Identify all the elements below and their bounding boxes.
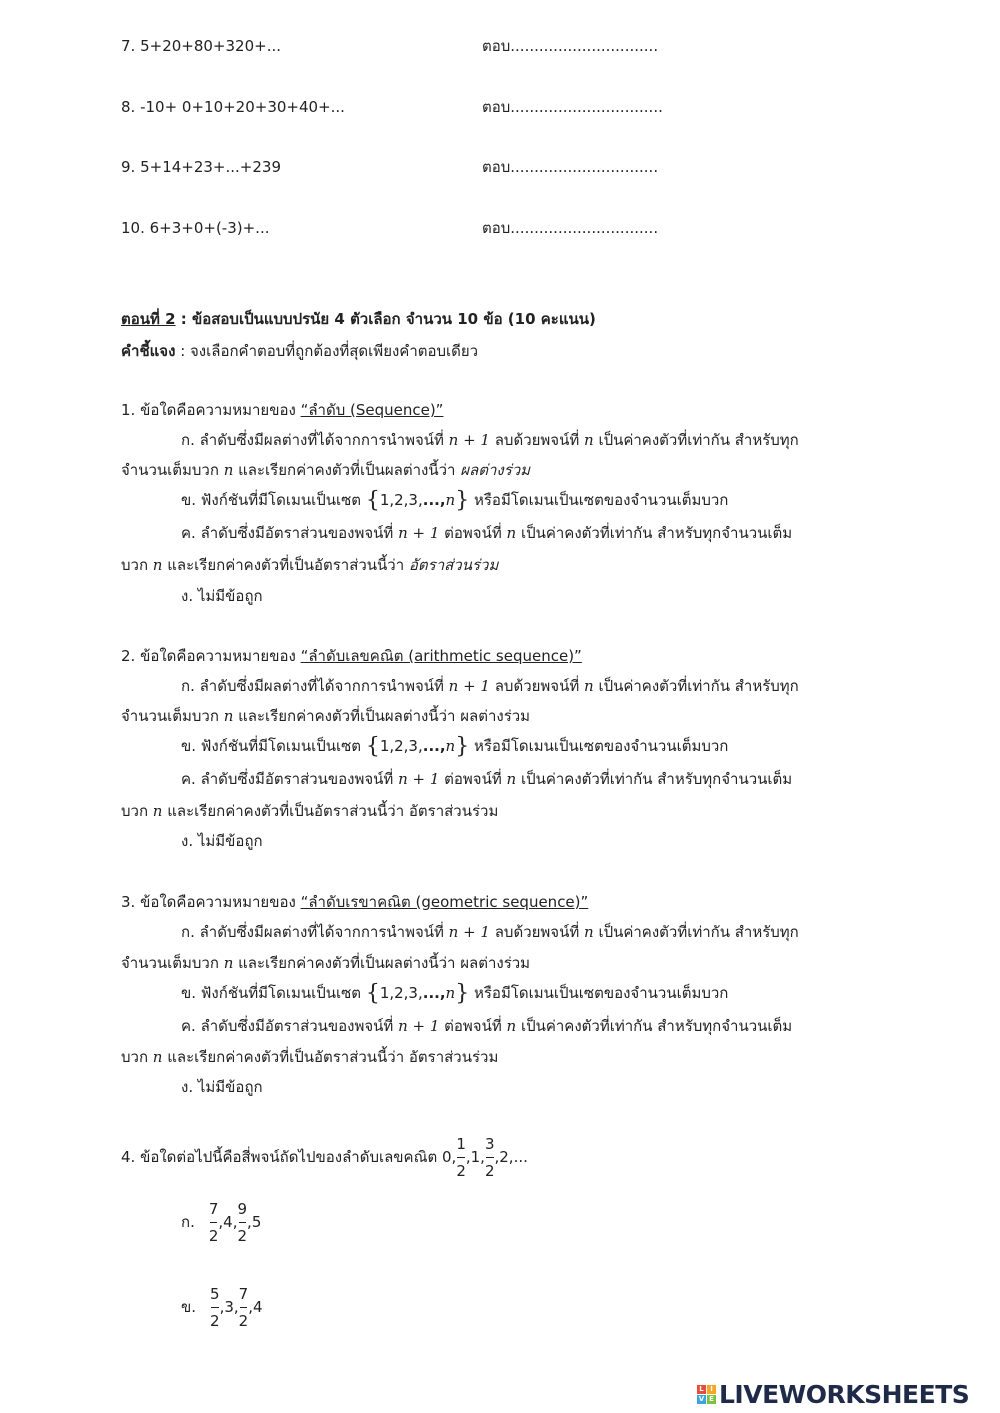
denominator: 2: [210, 1312, 220, 1330]
dots: ...,: [422, 491, 446, 509]
logo-cell: E: [707, 1395, 716, 1404]
text: ข. ฟังก์ชันที่มีโดเมนเป็นเซต: [181, 984, 366, 1002]
text: ค. ลำดับซึ่งมีอัตราส่วนของพจน์ที่: [181, 524, 399, 542]
text: เป็นค่าคงตัวที่เท่ากัน สำหรับทุกจำนวนเต็ม: [516, 1017, 793, 1035]
part2-heading-label: ตอนที่ 2: [121, 310, 176, 328]
text: ต่อพจน์ที่: [439, 524, 507, 542]
term: อัตราส่วนร่วม: [408, 802, 499, 820]
numerator: 3: [484, 1135, 495, 1153]
text: เป็นค่าคงตัวที่เท่ากัน สำหรับทุก: [593, 923, 799, 941]
denominator: 2: [456, 1162, 466, 1180]
text: ลบด้วยพจน์ที่: [489, 923, 584, 941]
q1-term: “ลำดับ (Sequence)”: [300, 401, 444, 419]
math: n + 1: [398, 770, 440, 788]
text: ก. ลำดับซึ่งมีผลต่างที่ได้จากการนำพจน์ที่: [181, 431, 449, 449]
q3-option-d[interactable]: ง. ไม่มีข้อถูก: [181, 1078, 263, 1096]
set: 1,2,3,: [379, 491, 423, 509]
q4-text: 4. ข้อใดต่อไปนี้คือสี่พจน์ถัดไปของลำดับเลขคณิต: [121, 1148, 442, 1166]
item-9-answer-blank[interactable]: ตอบ...............................: [482, 158, 659, 176]
text: ก. ลำดับซึ่งมีผลต่างที่ได้จากการนำพจน์ที่: [181, 923, 449, 941]
term: อัตราส่วนร่วม: [408, 556, 499, 574]
text: บวก: [121, 556, 153, 574]
q2-term: “ลำดับเลขคณิต (arithmetic sequence)”: [300, 647, 582, 665]
q3-prefix: 3. ข้อใดคือความหมายของ: [121, 893, 301, 911]
math: n + 1: [448, 431, 490, 449]
term: ผลต่างร่วม: [460, 707, 531, 725]
brace: {: [365, 734, 380, 759]
brace: }: [455, 488, 470, 513]
text: และเรียกค่าคงตัวที่เป็นอัตราส่วนนี้ว่า: [162, 802, 409, 820]
text: ข. ฟังก์ชันที่มีโดเมนเป็นเซต: [181, 491, 366, 509]
math: n: [152, 802, 163, 820]
q4-seq: ,2,...: [494, 1148, 528, 1166]
q4-seq: ,1,: [465, 1148, 485, 1166]
liveworksheets-logo: [697, 1380, 969, 1409]
text: ลบด้วยพจน์ที่: [489, 431, 584, 449]
numerator: 9: [237, 1200, 248, 1218]
text: หรือมีโดเมนเป็นเซตของจำนวนเต็มบวก: [469, 737, 729, 755]
text: และเรียกค่าคงตัวที่เป็นผลต่างนี้ว่า: [233, 707, 461, 725]
option-label: ข.: [181, 1298, 197, 1316]
q2-option-b[interactable]: [181, 736, 728, 757]
text: จำนวนเต็มบวก: [121, 954, 224, 972]
logo-cell: L: [697, 1385, 706, 1394]
math: n: [506, 1017, 517, 1035]
term: ,5: [247, 1213, 262, 1231]
instructions: [121, 341, 478, 361]
text: และเรียกค่าคงตัวที่เป็นอัตราส่วนนี้ว่า: [162, 556, 409, 574]
brace: }: [455, 734, 470, 759]
math: n: [445, 737, 456, 755]
text: เป็นค่าคงตัวที่เท่ากัน สำหรับทุก: [593, 677, 799, 695]
math: n: [584, 677, 594, 695]
fraction: [209, 1198, 219, 1247]
q2-prefix: 2. ข้อใดคือความหมายของ: [121, 647, 301, 665]
text: ค. ลำดับซึ่งมีอัตราส่วนของพจน์ที่: [181, 770, 399, 788]
q4-option-b[interactable]: [181, 1283, 263, 1332]
q4-fraction-1: [456, 1133, 466, 1182]
math: n: [223, 461, 234, 479]
q2-option-a-line1[interactable]: [181, 676, 799, 696]
item-9-question: 9. 5+14+23+...+239: [121, 158, 282, 176]
brace: {: [365, 981, 380, 1006]
text: และเรียกค่าคงตัวที่เป็นผลต่างนี้ว่า: [233, 954, 461, 972]
numerator: 5: [210, 1285, 220, 1303]
q1-option-a-line1[interactable]: [181, 430, 799, 450]
term: ผลต่างร่วม: [460, 954, 531, 972]
item-8-question: 8. -10+ 0+10+20+30+40+...: [121, 98, 345, 116]
fraction: [210, 1283, 220, 1332]
item-10-question: 10. 6+3+0+(-3)+...: [121, 219, 270, 237]
term: ผลต่างร่วม: [460, 461, 531, 479]
term: ,4,: [218, 1213, 238, 1231]
part2-heading-rest: : ข้อสอบเป็นแบบปรนัย 4 ตัวเลือก จำนวน 10 ข้อ (10 คะแนน): [175, 310, 596, 328]
option-label: ก.: [181, 1213, 195, 1231]
math: n + 1: [448, 923, 490, 941]
text: เป็นค่าคงตัวที่เท่ากัน สำหรับทุกจำนวนเต็ม: [516, 524, 793, 542]
logo-mark-icon: [697, 1385, 716, 1404]
q1-option-d[interactable]: ง. ไม่มีข้อถูก: [181, 587, 263, 605]
brace: {: [365, 488, 380, 513]
math: n: [506, 770, 517, 788]
text: เป็นค่าคงตัวที่เท่ากัน สำหรับทุก: [593, 431, 799, 449]
brace: }: [455, 981, 470, 1006]
q1-title: [121, 400, 443, 420]
text: จำนวนเต็มบวก: [121, 461, 224, 479]
fraction: [238, 1198, 248, 1247]
text: หรือมีโดเมนเป็นเซตของจำนวนเต็มบวก: [469, 491, 729, 509]
fraction: [239, 1283, 249, 1332]
logo-cell: V: [698, 1395, 705, 1403]
q3-option-a-line2[interactable]: [121, 953, 530, 973]
text: บวก: [121, 1048, 153, 1066]
q1-option-b[interactable]: [181, 490, 728, 511]
q4-fraction-2: [485, 1133, 495, 1182]
instructions-label: คำชี้แจง: [121, 342, 176, 360]
q4-option-a[interactable]: [181, 1198, 261, 1247]
math: n + 1: [448, 677, 490, 695]
q3-option-c-line2[interactable]: [121, 1047, 498, 1067]
math: n: [445, 984, 456, 1002]
q3-option-b[interactable]: [181, 983, 728, 1004]
text: เป็นค่าคงตัวที่เท่ากัน สำหรับทุกจำนวนเต็ม: [516, 770, 793, 788]
denominator: 2: [238, 1312, 249, 1330]
item-8-answer-blank[interactable]: ตอบ................................: [482, 98, 663, 116]
math: n: [506, 524, 517, 542]
q3-option-a-line1[interactable]: [181, 922, 799, 942]
logo-cell: I: [707, 1385, 716, 1394]
text: หรือมีโดเมนเป็นเซตของจำนวนเต็มบวก: [469, 984, 729, 1002]
item-10-answer-blank[interactable]: ตอบ...............................: [482, 219, 659, 237]
q3-title: [121, 892, 588, 912]
part2-heading: [121, 309, 596, 329]
logo-text: LIVEWORKSHEETS: [719, 1380, 970, 1409]
dots: ...,: [422, 737, 446, 755]
text: ค. ลำดับซึ่งมีอัตราส่วนของพจน์ที่: [181, 1017, 399, 1035]
text: ลบด้วยพจน์ที่: [489, 677, 584, 695]
math: n: [445, 491, 456, 509]
q4-title: [121, 1133, 528, 1182]
math: n: [152, 1048, 163, 1066]
set: 1,2,3,: [379, 984, 423, 1002]
math: n: [152, 556, 163, 574]
text: ต่อพจน์ที่: [439, 1017, 507, 1035]
q1-option-c-line1[interactable]: [181, 523, 792, 543]
text: ก. ลำดับซึ่งมีผลต่างที่ได้จากการนำพจน์ที่: [181, 677, 449, 695]
math: n: [584, 431, 594, 449]
q1-option-a-line2[interactable]: [121, 460, 530, 480]
term: อัตราส่วนร่วม: [408, 1048, 499, 1066]
denominator: 2: [208, 1227, 219, 1245]
q1-option-c-line2[interactable]: [121, 555, 498, 575]
denominator: 2: [484, 1162, 495, 1180]
q2-option-d[interactable]: ง. ไม่มีข้อถูก: [181, 832, 263, 850]
numerator: 7: [238, 1285, 249, 1303]
instructions-text: : จงเลือกคำตอบที่ถูกต้องที่สุดเพียงคำตอบเดียว: [175, 342, 479, 360]
item-7-answer-blank[interactable]: ตอบ...............................: [482, 37, 659, 55]
dots: ...,: [422, 984, 446, 1002]
term: ,4: [248, 1298, 263, 1316]
text: จำนวนเต็มบวก: [121, 707, 224, 725]
text: และเรียกค่าคงตัวที่เป็นผลต่างนี้ว่า: [233, 461, 461, 479]
q4-seq: 0,: [442, 1148, 457, 1166]
math: n: [223, 954, 234, 972]
q1-prefix: 1. ข้อใดคือความหมายของ: [121, 401, 301, 419]
denominator: 2: [237, 1227, 248, 1245]
q3-option-c-line1[interactable]: [181, 1016, 792, 1036]
q2-option-c-line2[interactable]: [121, 801, 498, 821]
text: และเรียกค่าคงตัวที่เป็นอัตราส่วนนี้ว่า: [162, 1048, 409, 1066]
text: ต่อพจน์ที่: [439, 770, 507, 788]
item-7-question: 7. 5+20+80+320+...: [121, 37, 282, 55]
q2-option-a-line2[interactable]: [121, 706, 530, 726]
math: n: [223, 707, 234, 725]
math: n + 1: [398, 1017, 440, 1035]
q2-option-c-line1[interactable]: [181, 769, 792, 789]
set: 1,2,3,: [379, 737, 423, 755]
numerator: 7: [208, 1200, 219, 1218]
numerator: 1: [456, 1135, 466, 1153]
q2-title: [121, 646, 582, 666]
math: n: [584, 923, 594, 941]
term: ,3,: [219, 1298, 239, 1316]
math: n + 1: [398, 524, 440, 542]
q3-term: “ลำดับเรขาคณิต (geometric sequence)”: [300, 893, 589, 911]
text: ข. ฟังก์ชันที่มีโดเมนเป็นเซต: [181, 737, 366, 755]
text: บวก: [121, 802, 153, 820]
